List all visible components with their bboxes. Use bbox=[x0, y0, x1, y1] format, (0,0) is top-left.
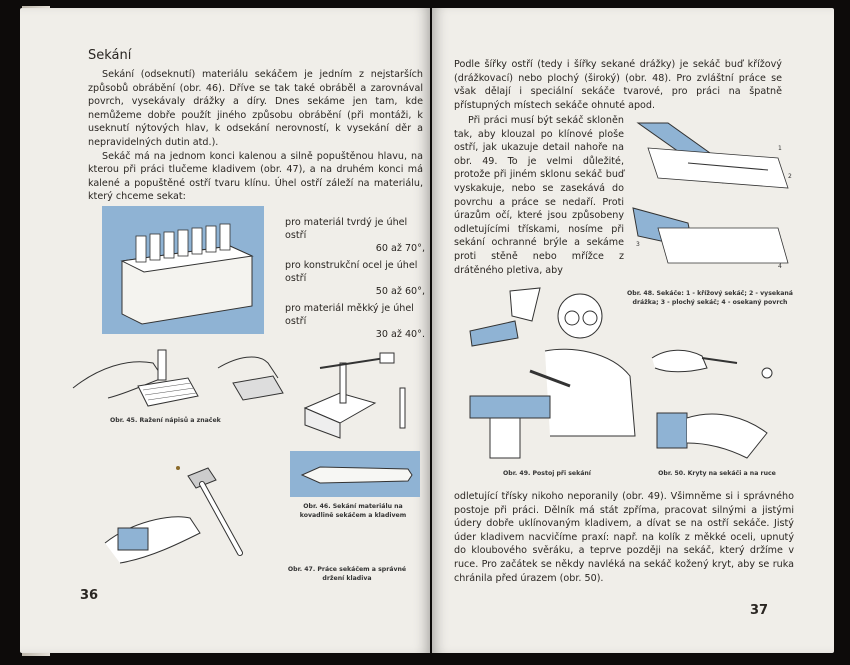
right-paragraph-2: Při práci musí být sekáč skloněn tak, aby klouzal po klínové ploše ostří, jak ukazuje detail nahoře na obr. 49. To je velmi důležité, protože při jiném sklonu sekáč buď vyskakuje, nebo se zasekává do povrchu a práce se nedaří. Proti úrazům očí, které jsou způsobeny odletujícími třískami, nosíme při sekání ochranné brýle a sekáme proti stěně nebo mřížce z drátěného pletiva, aby bbox=[454, 115, 624, 276]
spec-soft-label: pro materiál měkký je úhel ostří bbox=[285, 303, 414, 327]
left-text-top bbox=[88, 68, 423, 204]
section-heading: Sekání bbox=[88, 48, 132, 63]
figure-47-illustration bbox=[90, 458, 260, 568]
caption-49: Obr. 49. Postoj při sekání bbox=[503, 470, 591, 477]
spec-steel-value: 50 až 60°, bbox=[375, 286, 425, 297]
caption-47: Obr. 47. Práce sekáčem a správné držení kladiva bbox=[287, 566, 407, 582]
figure-48-illustration bbox=[628, 118, 798, 278]
spec-steel-label: pro konstrukční ocel je úhel ostří bbox=[285, 260, 418, 284]
spec-soft-value: 30 až 40°. bbox=[375, 329, 425, 340]
figure-46-anvil bbox=[300, 353, 420, 438]
svg-text:4: 4 bbox=[778, 263, 782, 270]
caption-46: Obr. 46. Sekání materiálu na kovadlině sekáčem a kladivem bbox=[299, 503, 407, 519]
right-paragraph-1: Podle šířky ostří (tedy i šířky sekané drážky) je sekáč buď křížový (drážkovací) nebo plochý (široký) (obr. 48). Pro zvláštní práce se však dělají i speciální sekáče tvarové, pro práci na špatně přístupných místech sekáče ohnuté apod. bbox=[454, 59, 782, 111]
left-page bbox=[20, 8, 430, 653]
left-paragraph-2: Sekáč má na jednom konci kalenou a silně popuštěnou hlavu, na kterou při práci tlučeme kladivem (obr. 47), a na druhém konci má kalené a popuštěné ostří tvaru klínu. Úhel ostří záleží na materiálu, který chceme sekat: bbox=[88, 150, 423, 203]
figure-49-illustration bbox=[460, 276, 640, 466]
right-text-top bbox=[454, 58, 782, 112]
caption-50: Obr. 50. Kryty na sekáči a na ruce bbox=[658, 470, 776, 477]
spec-hard-value: 60 až 70°, bbox=[375, 243, 425, 254]
right-text-bottom bbox=[454, 490, 794, 585]
figure-50-illustration bbox=[647, 338, 797, 463]
figure-45-illustration bbox=[68, 338, 288, 418]
svg-text:3: 3 bbox=[636, 241, 640, 248]
caption-45: Obr. 45. Ražení nápisů a značek bbox=[110, 417, 221, 424]
right-page bbox=[432, 8, 834, 653]
caption-48: Obr. 48. Sekáče: 1 - křížový sekáč; 2 - vysekaná drážka; 3 - plochý sekáč; 4 - osekaný povrch bbox=[627, 290, 793, 306]
right-paragraph-3: odletující třísky nikoho neporanily (obr. 49). Všimněme si i správného postoje při práci. Dělník má stát zpříma, pracovat silnými a jistými údery dobře uklínovaným kladivem, a dívat se na ostří sekáče. Jistý úder kladivem nacvičíme praxí: např. na kolík z měkké oceli, upnutý do kloubového svěráku, a teprve později na sekáč, který držíme v ruce. Pro začátek se někdy navléká na sekáč kožený kryt, aby se ruka chránila před úrazem (obr. 50). bbox=[454, 491, 794, 584]
page-number-left: 36 bbox=[80, 588, 99, 603]
right-text-column bbox=[454, 114, 624, 277]
figure-46-illustration bbox=[102, 206, 264, 334]
chisel-angle-list bbox=[285, 216, 425, 341]
svg-text:2: 2 bbox=[788, 173, 792, 180]
page-number-right: 37 bbox=[750, 603, 769, 618]
chisel-icon bbox=[290, 451, 420, 497]
spec-hard-label: pro materiál tvrdý je úhel ostří bbox=[285, 217, 408, 241]
left-paragraph-1: Sekání (odseknutí) materiálu sekáčem je jedním z nejstarších způsobů obrábění (obr. 46). Dříve se tak také obráběl a zarovnával povrch, vysekávaly drážky a díry. Dnes sekáme jen tam, kde nemůžeme dobře použít jiného způsobu obrábění (při montáži, k useknutí nýtových hlav, k odsekání nerovností, k vysekání děr a nepravidelných dutin atd.). bbox=[88, 69, 423, 148]
svg-text:1: 1 bbox=[778, 145, 782, 152]
